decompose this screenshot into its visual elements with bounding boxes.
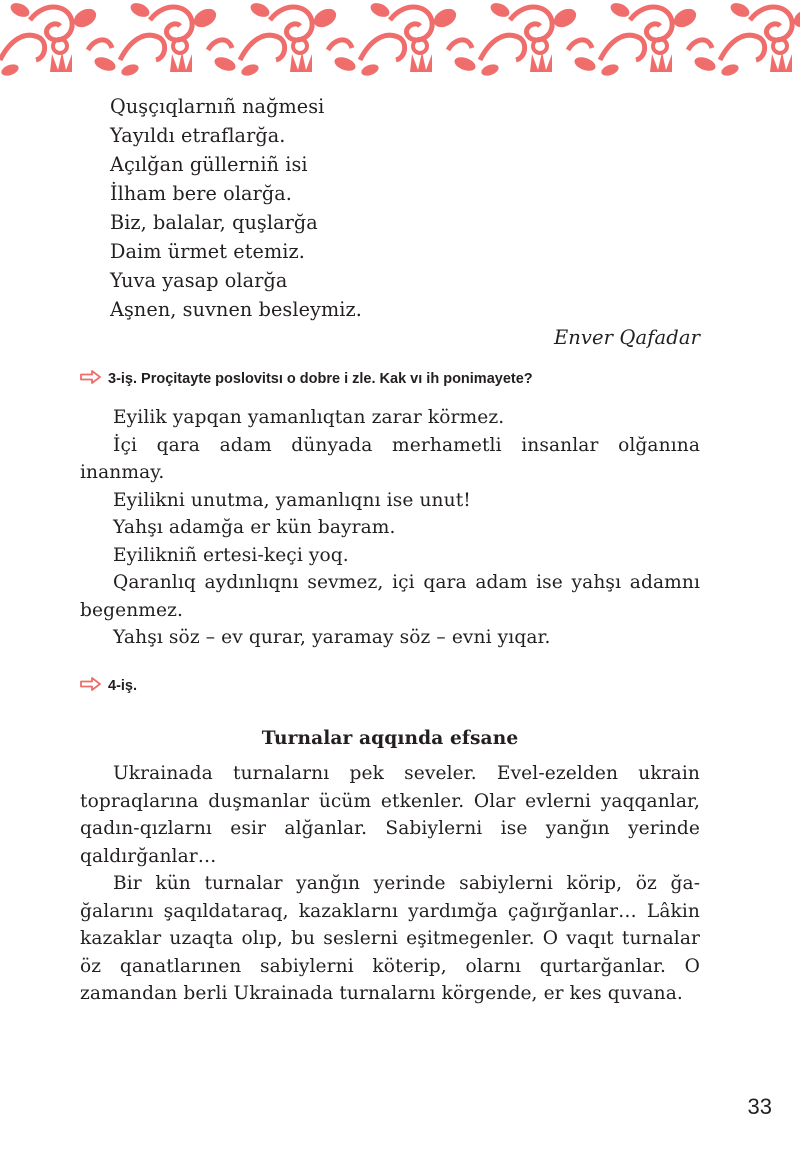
story-paragraph: Bir kün turnalar yanğın yerinde sabiylerni körip, öz ğağalarını şaqıldataraq, kazaklarnı yardımğa çağırğanlar… Lâkin kazaklar uzaqta olıp, bu seslerni eşitmegenler. O vaqıt turnalar öz qanatlarınen sabiylerni köterip, olarnı qurtarğanlar. O zamandan berli Ukrainada turnalarnı körgende, er kes quvana.: [80, 873, 700, 1004]
poem-author: Enver Qafadar: [553, 326, 700, 349]
poem-line: Yayıldı etraflarğa.: [110, 124, 286, 147]
proverb: Yahşı adamğa er kün bayram.: [113, 517, 396, 538]
poem: [110, 92, 362, 324]
poem-line: Yuva yasap olarğa: [110, 269, 288, 292]
poem-line: Daim ürmet etemiz.: [110, 240, 305, 263]
page-number: 33: [747, 1094, 772, 1119]
proverb: Eyilik yapqan yamanlıqtan zarar körmez.: [113, 407, 505, 428]
proverb: Qaranlıq aydınlıqnı sevmez, içi qara adam ise yahşı adamnı begenmez.: [80, 572, 700, 621]
story-paragraph: Ukrainada turnalarnı pek seveler. Evel-ezelden ukrain topraqlarına duşmanlar ücüm etkenler. Olar evlerni yaqqanlar, qadın-qızlarnı esir alğanlar. Sabiylerni ise yanğın yerinde qaldırğanlar…: [80, 763, 700, 867]
proverb: İçi qara adam dünyada merhametli insanlar olğanına inanmay.: [80, 434, 700, 483]
task-3-label: 3-iş. Proçitayte poslovitsı o dobre i zle. Kak vı ih ponimayete?: [108, 371, 533, 387]
task-4-label: 4-iş.: [108, 678, 138, 694]
poem-line: Aşnen, suvnen besleymiz.: [110, 298, 362, 321]
arrow-right-icon: [80, 677, 102, 691]
proverbs-list: [80, 404, 700, 652]
story-text: [80, 760, 700, 1008]
proverb: Eyilikni unutma, yamanlıqnı ise unut!: [113, 489, 471, 511]
floral-border-icon: [0, 0, 800, 78]
poem-line: İlham bere olarğa.: [110, 182, 292, 205]
story-title: Turnalar aqqında efsane: [261, 728, 519, 749]
task-4-heading: [80, 676, 137, 696]
poem-line: Quşçıqlarnıñ nağmesi: [110, 95, 325, 118]
proverb: Eyilikniñ ertesi-keçi yoq.: [113, 544, 349, 566]
task-3-heading: [80, 369, 533, 389]
arrow-right-icon: [80, 370, 102, 384]
poem-line: Açılğan güllerniñ isi: [110, 153, 308, 176]
proverb: Yahşı söz – ev qurar, yaramay söz – evni yıqar.: [113, 627, 551, 648]
poem-line: Biz, balalar, quşlarğa: [110, 211, 318, 234]
